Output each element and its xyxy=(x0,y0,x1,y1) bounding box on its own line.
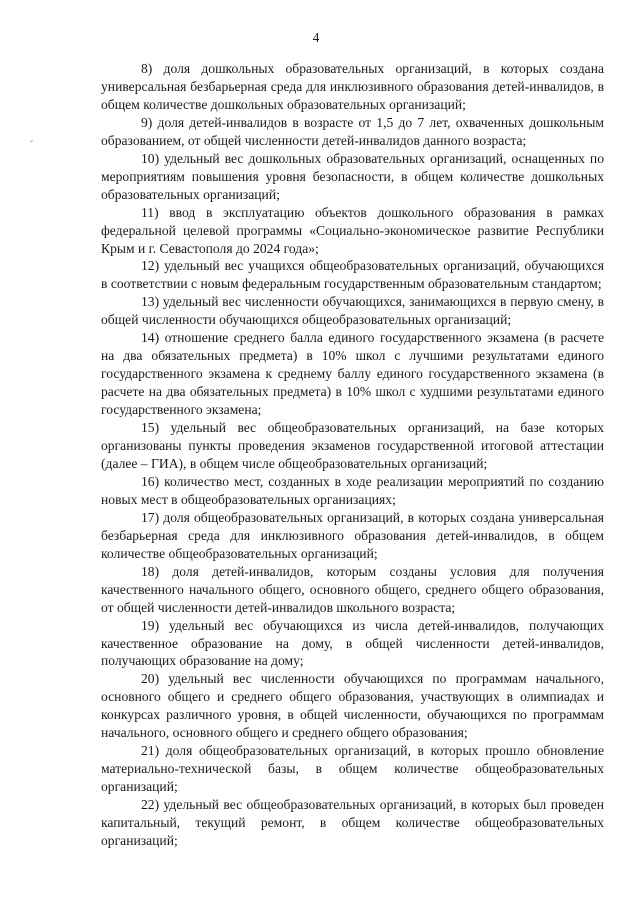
paragraph-item-9: 9) доля детей-инвалидов в возрасте от 1,5 до 7 лет, охваченных дошкольным образованием, от общей численности детей-инвалидов данного возраста; xyxy=(101,114,604,148)
paragraph-item-11: 11) ввод в эксплуатацию объектов дошкольного образования в рамках федеральной целевой программы «Социально-экономическое развитие Республики Крым и г. Севастополя до 2024 года»; xyxy=(101,204,604,256)
paragraph-item-16: 16) количество мест, созданных в ходе реализации мероприятий по созданию новых мест в общеобразовательных организациях; xyxy=(101,473,604,507)
paragraph-item-13: 13) удельный вес численности обучающихся, занимающихся в первую смену, в общей численности обучающихся общеобразовательных организаций; xyxy=(101,294,604,328)
paragraph-item-21: 21) доля общеобразовательных организаций, в которых прошло обновление материально-технической базы, в общем количестве общеобразовательных организаций; xyxy=(101,743,604,795)
paragraph-item-10: 10) удельный вес дошкольных образовательных организаций, оснащенных по мероприятиям повышения уровня безопасности, в общем количестве дошкольных образовательных организаций; xyxy=(101,150,604,202)
scan-speck: ˘ xyxy=(30,139,33,149)
paragraph-item-12: 12) удельный вес учащихся общеобразовательных организаций, обучающихся в соответствии с новым федеральным государственным образовательным стандартом; xyxy=(101,258,604,292)
paragraph-item-20: 20) удельный вес численности обучающихся по программам начального, основного общего и среднего общего образования, участвующих в олимпиадах и конкурсах различного уровня, в общей численности, обучающихся по программам начального, основного общего и среднего общего образования; xyxy=(101,671,604,741)
paragraph-item-15: 15) удельный вес общеобразовательных организаций, на базе которых организованы пункты проведения экзаменов государственной итоговой аттестации (далее – ГИА), в общем числе общеобразовательных организаций; xyxy=(101,420,604,471)
page-number: 4 xyxy=(312,30,320,45)
paragraph-item-17: 17) доля общеобразовательных организаций, в которых создана универсальная безбарьерная среда для инклюзивного образования детей-инвалидов, в общем количестве общеобразовательных организаций; xyxy=(101,509,604,561)
paragraph-item-8: 8) доля дошкольных образовательных организаций, в которых создана универсальная безбарьерная среда для инклюзивного образования детей-инвалидов, в общем количестве дошкольных образовательных организаций; xyxy=(101,61,604,112)
document-body xyxy=(101,60,604,850)
paragraph-item-19: 19) удельный вес обучающихся из числа детей-инвалидов, получающих качественное образование на дому, в общей численности детей-инвалидов, получающих образование на дому; xyxy=(101,617,604,669)
paragraph-item-22: 22) удельный вес общеобразовательных организаций, в которых был проведен капитальный, текущий ремонт, в общем количестве общеобразовательных организаций; xyxy=(101,797,604,848)
paragraph-item-14: 14) отношение среднего балла единого государственного экзамена (в расчете на два обязательных предмета) в 10% школ с лучшими результатами единого государственного экзамена к среднему баллу единого государственного экзамена (в расчете на два обязательных предмета) в 10% школ с худшими результатами единого государственного экзамена; xyxy=(101,330,604,418)
paragraph-item-18: 18) доля детей-инвалидов, которым созданы условия для получения качественного начального общего, основного общего, среднего общего образования, от общей численности детей-инвалидов школьного возраста; xyxy=(101,563,604,615)
